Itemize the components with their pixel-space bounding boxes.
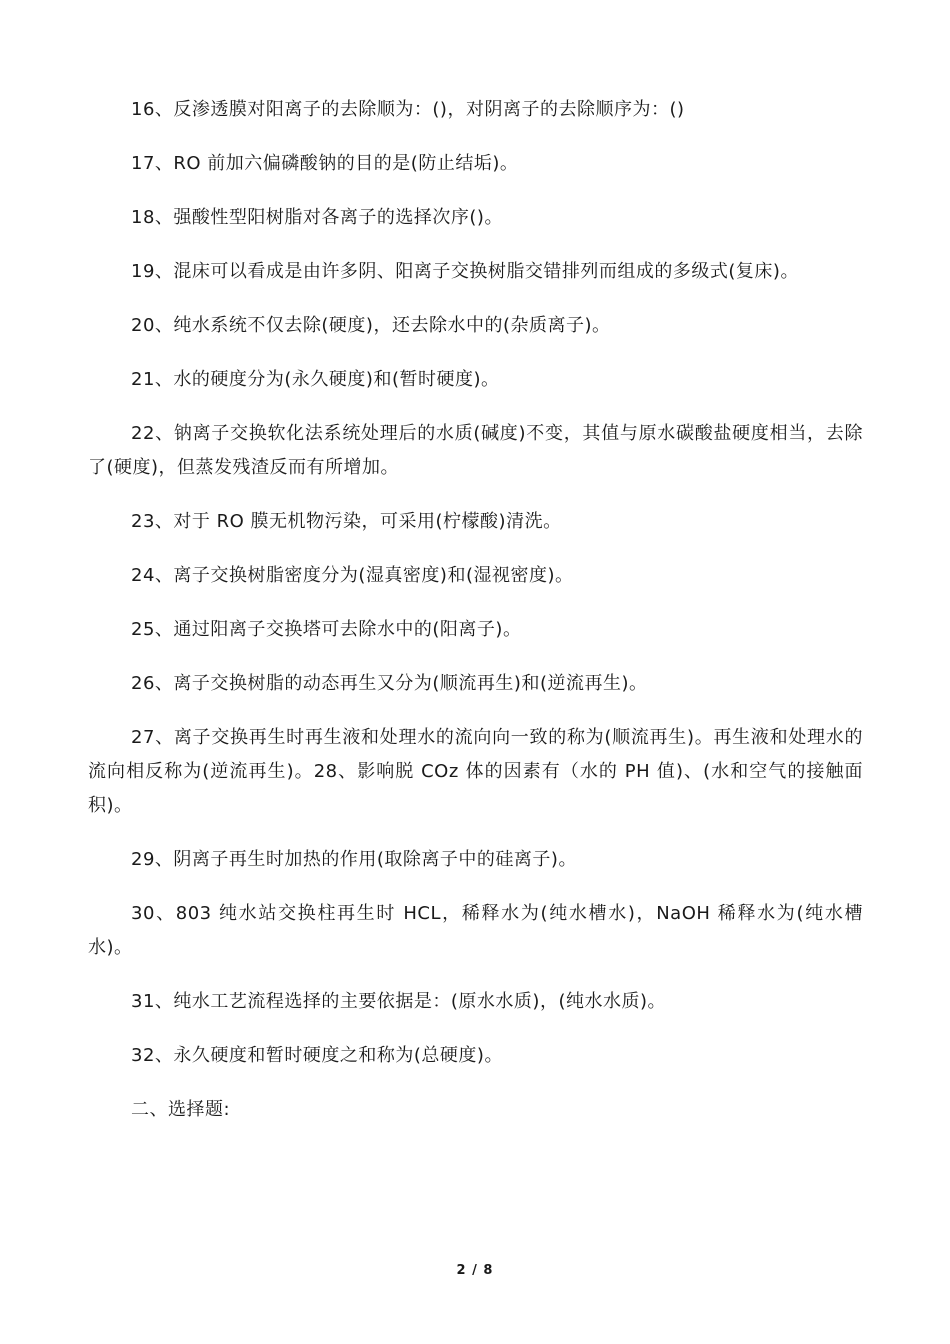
question-19: 19、混床可以看成是由许多阴、阳离子交换树脂交错排列而组成的多级式(复床)。 — [131, 261, 799, 282]
question-25: 25、通过阳离子交换塔可去除水中的(阳离子)。 — [131, 619, 522, 640]
question-20: 20、纯水系统不仅去除(硬度)，还去除水中的(杂质离子)。 — [131, 315, 611, 336]
question-16: 16、反渗透膜对阳离子的去除顺为：()，对阴离子的去除顺序为：() — [131, 99, 685, 120]
question-26: 26、离子交换树脂的动态再生又分为(顺流再生)和(逆流再生)。 — [131, 673, 648, 694]
question-18: 18、强酸性型阳树脂对各离子的选择次序()。 — [131, 207, 503, 228]
question-32: 32、永久硬度和暂时硬度之和称为(总硬度)。 — [131, 1045, 503, 1066]
question-24: 24、离子交换树脂密度分为(湿真密度)和(湿视密度)。 — [131, 565, 574, 586]
question-30: 30、803 纯水站交换柱再生时 HCL，稀释水为(纯水槽水)，NaOH 稀释水为(纯水槽水)。 — [88, 903, 863, 958]
section-heading-choice: 二、选择题: — [131, 1099, 231, 1120]
question-23: 23、对于 RO 膜无机物污染，可采用(柠檬酸)清洗。 — [131, 511, 562, 532]
question-27-28: 27、离子交换再生时再生液和处理水的流向向一致的称为(顺流再生)。再生液和处理水的流向相反称为(逆流再生)。28、影响脱 COz 体的因素有（水的 PH 值)、(水和空气的接触面积)。 — [88, 727, 863, 816]
question-21: 21、水的硬度分为(永久硬度)和(暂时硬度)。 — [131, 369, 500, 390]
question-22: 22、钠离子交换软化法系统处理后的水质(碱度)不变，其值与原水碳酸盐硬度相当，去除了(硬度)，但蒸发残渣反而有所增加。 — [88, 423, 863, 478]
question-31: 31、纯水工艺流程选择的主要依据是：(原水水质)，(纯水水质)。 — [131, 991, 666, 1012]
document-body — [88, 93, 863, 1147]
question-29: 29、阴离子再生时加热的作用(取除离子中的硅离子)。 — [131, 849, 577, 870]
page-number: 2 / 8 — [456, 1263, 494, 1278]
question-17: 17、RO 前加六偏磷酸钠的目的是(防止结垢)。 — [131, 153, 519, 174]
